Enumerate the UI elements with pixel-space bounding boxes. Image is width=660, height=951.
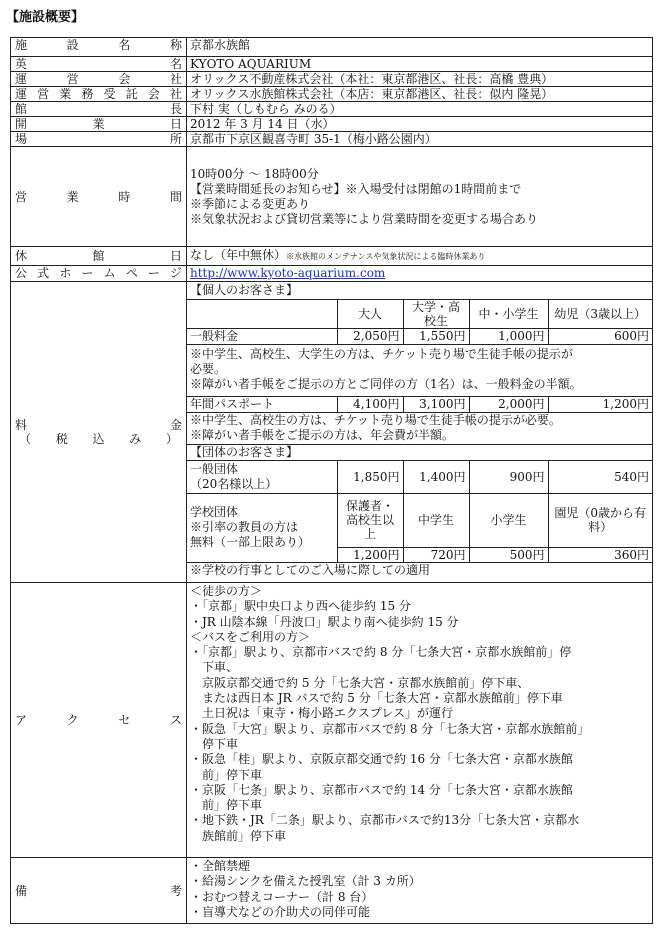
- note-line: ※中学生、高校生、大学生の方は、チケット売り場で生徒手帳の提示が: [190, 346, 573, 361]
- value-director: 下村 実（しもむら みのる）: [187, 102, 653, 117]
- label-english-name: 英 名: [11, 57, 187, 72]
- value-contractor: オリックス水族館株式会社（本店：東京都港区、社長：似内 隆晃）: [187, 87, 653, 102]
- label-facility-name: 施 設 名 称: [11, 38, 187, 57]
- value-remarks: [187, 858, 653, 924]
- label-closed: 休 館 日: [11, 247, 187, 266]
- label-fees-sub: （ 税 込 み ）: [19, 432, 178, 446]
- group-general-label1: 一般団体: [190, 461, 239, 476]
- school-group-label2: ※引率の教員の方は: [190, 520, 299, 534]
- value-english-name: KYOTO AQUARIUM: [187, 57, 653, 72]
- row-remarks: [11, 858, 653, 924]
- row-opening: [11, 117, 653, 132]
- group-fee-infant: 540円: [548, 460, 652, 493]
- row-access: [11, 583, 653, 858]
- general-fee-school: 1,000円: [469, 328, 548, 344]
- school-col-guardian: 保護者・高校生以上: [337, 493, 403, 547]
- value-operator: オリックス不動産株式会社（本社：東京都港区、社長：高橋 豊典）: [187, 72, 653, 87]
- remarks-line: ・全館禁煙: [190, 859, 251, 873]
- school-group-label: [187, 493, 337, 562]
- label-access: ア ク セ ス: [11, 583, 187, 858]
- remarks-line: ・おむつ替えコーナー（計 8 台）: [190, 889, 374, 904]
- value-access: [187, 583, 653, 858]
- row-english-name: [11, 57, 653, 72]
- note-line: ※中学生、高校生の方は、チケット売り場で生徒手帳の提示が必要。: [190, 412, 561, 427]
- value-location: 京都市下京区観喜寺町 35-1（梅小路公園内）: [187, 132, 653, 147]
- value-closed: [187, 247, 653, 266]
- access-line: または西日本 JR バスで約 5 分「七条大宮・京都水族館前」停下車: [190, 691, 563, 706]
- row-closed: [11, 247, 653, 266]
- label-fees-main: 料 金: [15, 418, 182, 432]
- group-header: 【団体のお客さま】: [187, 444, 652, 460]
- access-line: 下車、: [190, 660, 239, 675]
- school-fee-elementary: 500円: [469, 547, 548, 562]
- group-general-label: [187, 460, 337, 493]
- row-director: [11, 102, 653, 117]
- individual-header: 【個人のお客さま】: [187, 282, 652, 299]
- school-group-label3: 無料（一部上限あり）: [190, 535, 311, 549]
- hours-line: 【営業時間延長のお知らせ】※入場受付は閉館の1時間前まで: [190, 181, 522, 196]
- row-location: [11, 132, 653, 147]
- annual-fee-infant: 1,200円: [548, 396, 652, 412]
- note-line: ※障がい者手帳をご提示の方とご同伴の方（1名）は、一般料金の半額。: [190, 376, 582, 391]
- closed-note: ※水族館のメンテナンスや気象状況による臨時休業あり: [286, 252, 486, 261]
- row-homepage: [11, 266, 653, 282]
- access-line: ・地下鉄・JR「二条」駅より、京都市バスで約13分「七条大宮・京都水: [190, 813, 580, 828]
- access-line: 京阪京都交通で約 5 分「七条大宮・京都水族館前」停下車、: [190, 675, 530, 690]
- access-line: ・「京都」駅より、京都市バスで約 8 分「七条大宮・京都水族館前」停: [190, 645, 572, 660]
- label-homepage: 公式ホームページ: [11, 266, 187, 282]
- col-infant: 幼児（3歳以上）: [548, 299, 652, 328]
- access-line: ・阪急「桂」駅より、京阪京都交通で約 16 分「七条大宮・京都水族館: [190, 752, 573, 767]
- remarks-line: ・盲導犬などの介助犬の同伴可能: [190, 904, 371, 919]
- access-line: ・JR 山陰本線「丹波口」駅より南へ徒歩約 15 分: [190, 614, 459, 629]
- value-opening: 2012 年 3 月 14 日（水）: [187, 117, 653, 132]
- school-col-elementary: 小学生: [469, 493, 548, 547]
- school-col-kinder: 園児（0歳から有料）: [548, 493, 652, 547]
- row-hours: [11, 147, 653, 247]
- section-title: 【施設概要】: [6, 10, 85, 25]
- value-hours: [187, 147, 653, 247]
- access-line: 停下車: [190, 736, 239, 751]
- facility-overview-table: [10, 37, 653, 924]
- label-operator: 運 営 会 社: [11, 72, 187, 87]
- value-facility-name: 京都水族館: [187, 38, 653, 57]
- hours-line: ※季節による変更あり: [190, 196, 311, 211]
- label-director: 館 長: [11, 102, 187, 117]
- remarks-line: ・給湯シンクを備えた授乳室（計 3 カ所）: [190, 874, 421, 889]
- col-university: 大学・高校生: [403, 299, 469, 328]
- hours-line: ※気象状況および貸切営業等により営業時間を変更する場合あり: [190, 211, 539, 226]
- access-line: ・「京都」駅中央口より西へ徒歩約 15 分: [190, 599, 411, 614]
- group-general-label2: （20名様以上）: [190, 476, 278, 491]
- homepage-link[interactable]: http://www.kyoto-aquarium.com: [190, 266, 386, 280]
- school-fee-junior: 720円: [403, 547, 469, 562]
- group-fee-school: 900円: [469, 460, 548, 493]
- access-line: 族館前」停下車: [190, 828, 287, 843]
- row-contractor: [11, 87, 653, 102]
- fee-corner: [187, 299, 337, 328]
- annual-fee-school: 2,000円: [469, 396, 548, 412]
- label-opening: 開 業 日: [11, 117, 187, 132]
- hours-line: 10時00分 ～ 18時00分: [190, 166, 319, 181]
- general-fee-infant: 600円: [548, 328, 652, 344]
- annual-fee-university: 3,100円: [403, 396, 469, 412]
- value-homepage: [187, 266, 653, 282]
- access-line: ・阪急「大宮」駅より、京都市バスで約 8 分「七条大宮・京都水族館前」: [190, 721, 590, 736]
- general-fee-university: 1,550円: [403, 328, 469, 344]
- note-line: ※障がい者手帳をご提示の方は、年会費が半額。: [190, 427, 455, 442]
- note-line: 必要。: [190, 361, 227, 376]
- label-hours: 営 業 時 間: [11, 147, 187, 247]
- general-notes: [187, 344, 652, 396]
- group-fee-university: 1,400円: [403, 460, 469, 493]
- col-adult: 大人: [337, 299, 403, 328]
- annual-fee-adult: 4,100円: [337, 396, 403, 412]
- row-operator: [11, 72, 653, 87]
- label-remarks: 備 考: [11, 858, 187, 924]
- value-fees: [187, 282, 653, 583]
- school-fee-kinder: 360円: [548, 547, 652, 562]
- label-fees: [11, 282, 187, 583]
- fee-table: [187, 282, 652, 577]
- school-note: ※学校の行事としてのご入場に際しての適用: [187, 562, 652, 577]
- access-line: 前」停下車: [190, 798, 263, 813]
- school-col-junior: 中学生: [403, 493, 469, 547]
- access-line: 前」停下車: [190, 767, 263, 782]
- access-line: ・京阪「七条」駅より、京都市バスで約 14 分「七条大宮・京都水族館: [190, 782, 573, 797]
- access-line: 土日祝は「東寺・梅小路エクスプレス」が運行: [190, 706, 454, 721]
- annual-notes: [187, 412, 652, 444]
- col-school: 中・小学生: [469, 299, 548, 328]
- general-fee-label: 一般料金: [187, 328, 337, 344]
- row-fees: [11, 282, 653, 583]
- access-line: ＜徒歩の方＞: [190, 584, 263, 598]
- school-group-label1: 学校団体: [190, 505, 239, 519]
- access-line: ＜バスをご利用の方＞: [190, 629, 311, 644]
- closed-value: なし（年中無休）: [190, 248, 287, 262]
- label-location: 場 所: [11, 132, 187, 147]
- general-fee-adult: 2,050円: [337, 328, 403, 344]
- row-facility-name: [11, 38, 653, 57]
- school-fee-guardian: 1,200円: [337, 547, 403, 562]
- annual-pass-label: 年間パスポート: [187, 396, 337, 412]
- group-fee-adult: 1,850円: [337, 460, 403, 493]
- label-contractor: 運営業務受託会社: [11, 87, 187, 102]
